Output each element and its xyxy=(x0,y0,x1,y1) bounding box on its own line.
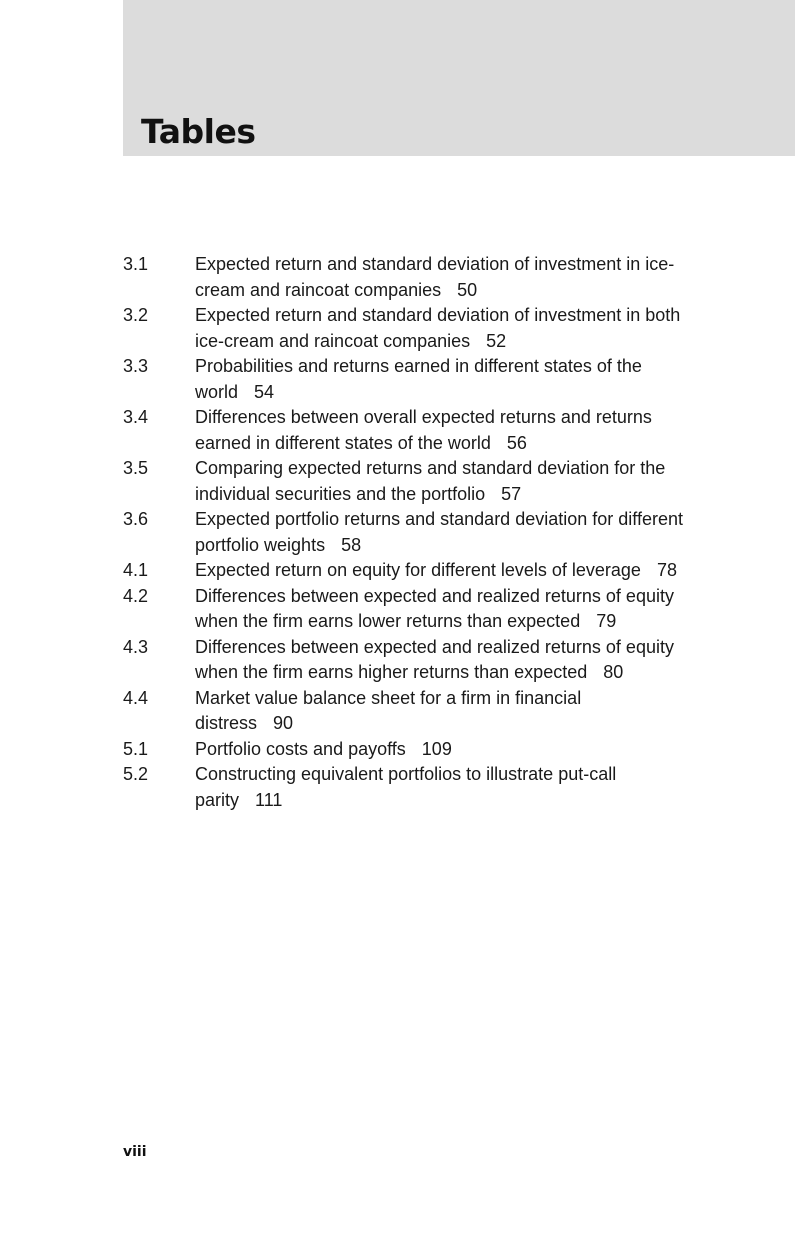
entry-caption: Portfolio costs and payoffs xyxy=(195,738,406,759)
entry-page-number: 54 xyxy=(254,381,275,402)
entry-caption: Differences between expected and realized returns of equity when the firm earns lower returns than expected xyxy=(195,585,674,631)
entry-number: 4.3 xyxy=(123,636,149,657)
entry-text xyxy=(195,737,683,763)
list-item xyxy=(123,354,683,405)
entry-page-number: 52 xyxy=(486,330,507,351)
entry-page-number: 50 xyxy=(457,279,478,300)
entry-text xyxy=(195,252,683,303)
entry-text xyxy=(195,456,683,507)
list-item xyxy=(123,762,683,813)
entry-number: 3.4 xyxy=(123,407,149,427)
entry-text xyxy=(195,635,683,686)
list-item xyxy=(123,405,683,456)
entry-text xyxy=(195,354,683,405)
entry-page-number: 109 xyxy=(421,738,452,759)
entry-page-number: 58 xyxy=(341,534,362,555)
entry-caption: Market value balance sheet for a firm in financial distress xyxy=(195,687,582,733)
entry-number: 3.2 xyxy=(123,305,149,325)
entry-caption: Differences between expected and realized returns of equity when the firm earns higher returns than expected xyxy=(195,636,674,682)
entry-text xyxy=(195,762,683,813)
list-item xyxy=(123,635,683,686)
entry-caption: Expected return and standard deviation of investment in ice-cream and raincoat companies xyxy=(195,254,675,300)
entry-caption: Differences between overall expected returns and returns earned in different states of the world xyxy=(195,407,652,453)
list-item xyxy=(123,686,683,737)
page-folio: viii xyxy=(123,1144,147,1160)
entry-text xyxy=(195,686,683,737)
list-item xyxy=(123,584,683,635)
list-item xyxy=(123,303,683,354)
page-title: Tables xyxy=(141,112,256,151)
entry-page-number: 111 xyxy=(255,789,283,810)
entry-number: 5.1 xyxy=(123,738,149,759)
entry-page-number: 80 xyxy=(603,662,624,682)
entry-page-number: 57 xyxy=(501,483,522,504)
entry-text xyxy=(195,558,683,584)
entry-text xyxy=(195,303,683,354)
entry-page-number: 78 xyxy=(656,560,677,580)
list-item xyxy=(123,507,683,558)
list-item xyxy=(123,252,683,303)
entry-number: 4.1 xyxy=(123,560,149,580)
entry-page-number: 56 xyxy=(506,432,527,453)
entry-caption: Expected portfolio returns and standard deviation for different portfolio weights xyxy=(195,509,683,555)
entry-number: 3.5 xyxy=(123,458,149,478)
entry-number: 3.1 xyxy=(123,254,149,274)
entry-text xyxy=(195,584,683,635)
entry-caption: Comparing expected returns and standard deviation for the individual securities and the portfolio xyxy=(195,458,666,504)
entry-number: 4.4 xyxy=(123,687,149,708)
entry-number: 3.3 xyxy=(123,356,149,376)
entry-text xyxy=(195,507,683,558)
entry-caption: Probabilities and returns earned in different states of the world xyxy=(195,356,642,402)
entry-number: 4.2 xyxy=(123,585,149,606)
entry-number: 3.6 xyxy=(123,509,149,529)
entry-caption: Expected return and standard deviation of investment in both ice-cream and raincoat companies xyxy=(195,305,681,351)
entry-caption: Expected return on equity for different levels of leverage xyxy=(195,560,641,580)
list-item xyxy=(123,456,683,507)
entry-caption: Constructing equivalent portfolios to illustrate put-call parity xyxy=(195,764,617,810)
entry-page-number: 90 xyxy=(273,713,294,733)
tables-list xyxy=(123,252,683,813)
entry-page-number: 79 xyxy=(596,611,617,631)
entry-text xyxy=(195,405,683,456)
list-item xyxy=(123,558,683,584)
entry-number: 5.2 xyxy=(123,764,149,784)
list-item xyxy=(123,737,683,763)
